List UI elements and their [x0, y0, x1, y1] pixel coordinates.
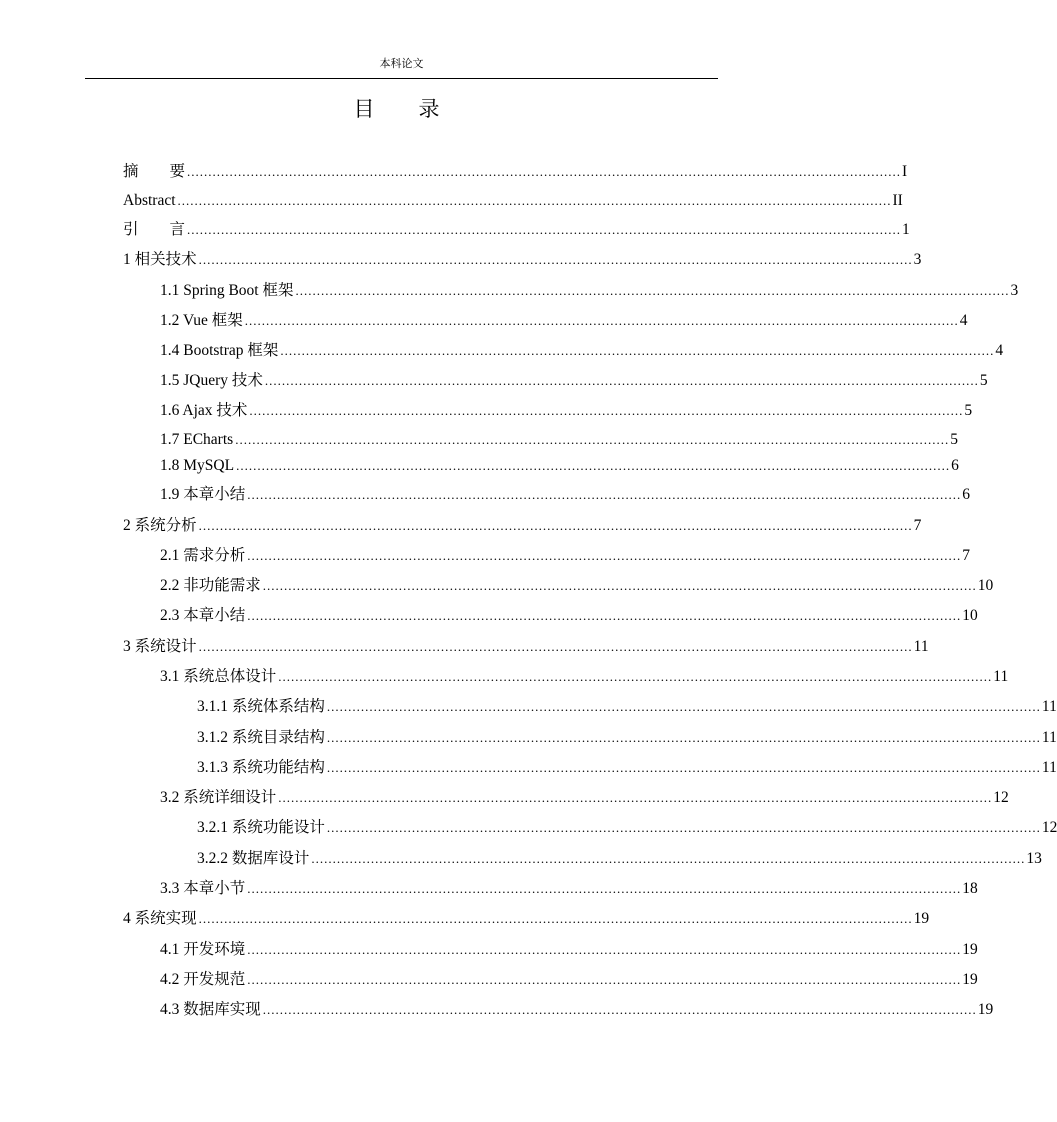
toc-entry-page: 10 [962, 607, 978, 624]
toc-entry[interactable] [123, 190, 903, 212]
toc-entry-page: 11 [913, 638, 929, 655]
toc-dot-leader: ........................................................................................................................................................................ [247, 487, 962, 502]
toc-dot-leader: ........................................................................................................................................................................ [280, 343, 995, 358]
toc-entry-label: 3.1 系统总体设计 [160, 668, 277, 685]
toc-entry[interactable] [197, 696, 1057, 718]
toc-entry[interactable] [160, 370, 988, 392]
toc-dot-leader: ........................................................................................................................................................................ [177, 193, 892, 208]
toc-dot-leader: ........................................................................................................................................................................ [236, 458, 951, 473]
toc-entry[interactable] [197, 817, 1057, 839]
toc-entry[interactable] [160, 999, 994, 1021]
toc-entry[interactable] [160, 455, 959, 477]
toc-entry[interactable] [123, 219, 910, 241]
toc-dot-leader: ........................................................................................................................................................................ [247, 548, 962, 563]
toc-dot-leader: ........................................................................................................................................................................ [326, 730, 1041, 745]
toc-entry-page: 3 [913, 251, 922, 268]
toc-entry-page: 3 [1010, 282, 1019, 299]
toc-entry[interactable] [160, 787, 1009, 809]
toc-entry-page: 5 [950, 431, 958, 448]
toc-entry[interactable] [160, 400, 973, 422]
toc-entry-label: 1.5 JQuery 技术 [160, 372, 263, 389]
toc-entry-label: 3.2 系统详细设计 [160, 789, 277, 806]
toc-entry[interactable] [160, 280, 1019, 302]
toc-entry[interactable] [160, 878, 978, 900]
toc-entry[interactable] [197, 757, 1057, 779]
toc-entry-label: 2.3 本章小结 [160, 607, 246, 624]
toc-dot-leader: ........................................................................................................................................................................ [278, 669, 993, 684]
toc-entry[interactable] [123, 161, 908, 183]
toc-entry-page: 13 [1026, 850, 1042, 867]
toc-entry-label: 摘 要 [123, 163, 186, 180]
toc-dot-leader: ........................................................................................................................................................................ [326, 820, 1041, 835]
toc-entry[interactable] [160, 575, 994, 597]
toc-entry-label: 2.1 需求分析 [160, 547, 246, 564]
toc-entry-label: 引 言 [123, 221, 186, 238]
toc-entry[interactable] [160, 310, 968, 332]
toc-entry-page: 1 [902, 221, 910, 238]
toc-dot-leader: ........................................................................................................................................................................ [262, 578, 977, 593]
toc-entry-label: 3 系统设计 [123, 638, 197, 655]
toc-entry-page: 5 [979, 372, 988, 389]
toc-dot-leader: ........................................................................................................................................................................ [247, 608, 962, 623]
toc-dot-leader: ........................................................................................................................................................................ [247, 972, 962, 987]
toc-dot-leader: ........................................................................................................................................................................ [187, 222, 902, 237]
toc-entry[interactable] [123, 249, 922, 271]
toc-entry-label: 1 相关技术 [123, 251, 197, 268]
toc-entry-page: 19 [913, 910, 930, 927]
toc-dot-leader: ........................................................................................................................................................................ [247, 881, 962, 896]
toc-entry[interactable] [123, 908, 930, 930]
toc-entry-label: Abstract [123, 192, 176, 209]
toc-entry[interactable] [160, 939, 978, 961]
toc-entry-page: 11 [1041, 759, 1057, 776]
toc-entry-label: 3.1.3 系统功能结构 [197, 759, 325, 776]
toc-entry[interactable] [160, 666, 1009, 688]
toc-dot-leader: ........................................................................................................................................................................ [295, 283, 1010, 298]
toc-entry[interactable] [160, 969, 978, 991]
toc-entry-label: 1.2 Vue 框架 [160, 312, 243, 329]
toc-entry-label: 2 系统分析 [123, 517, 197, 534]
toc-entry-page: 18 [962, 880, 978, 897]
page-header: 本科论文 [379, 58, 424, 70]
toc-entry[interactable] [197, 848, 1042, 870]
toc-entry-page: 11 [993, 668, 1009, 685]
toc-dot-leader: ........................................................................................................................................................................ [326, 699, 1041, 714]
toc-entry-page: 7 [913, 517, 922, 534]
toc-entry-label: 1.8 MySQL [160, 457, 235, 474]
toc-dot-leader: ........................................................................................................................................................................ [244, 313, 959, 328]
toc-dot-leader: ........................................................................................................................................................................ [247, 942, 962, 957]
toc-entry[interactable] [123, 515, 922, 537]
toc-title: 目录 [353, 97, 484, 121]
toc-entry-label: 4.1 开发环境 [160, 941, 246, 958]
toc-dot-leader: ........................................................................................................................................................................ [249, 403, 964, 418]
toc-entry-label: 1.4 Bootstrap 框架 [160, 342, 279, 359]
toc-dot-leader: ........................................................................................................................................................................ [262, 1002, 977, 1017]
toc-dot-leader: ........................................................................................................................................................................ [198, 252, 913, 267]
toc-entry-page: 4 [959, 312, 968, 329]
toc-entry-page: 11 [1041, 729, 1057, 746]
toc-dot-leader: ........................................................................................................................................................................ [235, 432, 950, 447]
toc-dot-leader: ........................................................................................................................................................................ [311, 851, 1026, 866]
toc-entry-label: 1.6 Ajax 技术 [160, 402, 248, 419]
toc-entry-label: 3.1.1 系统体系结构 [197, 698, 325, 715]
toc-entry-page: 19 [977, 1001, 994, 1018]
toc-entry[interactable] [123, 636, 929, 658]
toc-entry-label: 3.2.1 系统功能设计 [197, 819, 325, 836]
toc-dot-leader: ........................................................................................................................................................................ [326, 760, 1041, 775]
toc-dot-leader: ........................................................................................................................................................................ [264, 373, 979, 388]
toc-entry-label: 1.7 ECharts [160, 431, 234, 448]
toc-entry-label: 4.2 开发规范 [160, 971, 246, 988]
toc-entry-page: 12 [1041, 819, 1057, 836]
toc-dot-leader: ........................................................................................................................................................................ [198, 911, 913, 926]
toc-dot-leader: ........................................................................................................................................................................ [187, 164, 902, 179]
toc-entry-page: 12 [993, 789, 1009, 806]
toc-entry-page: 6 [962, 486, 971, 503]
toc-entry-page: 4 [995, 342, 1004, 359]
toc-entry[interactable] [197, 727, 1057, 749]
toc-entry[interactable] [160, 605, 978, 627]
toc-entry-label: 4.3 数据库实现 [160, 1001, 261, 1018]
toc-dot-leader: ........................................................................................................................................................................ [278, 790, 993, 805]
toc-entry-label: 3.3 本章小节 [160, 880, 246, 897]
toc-entry-page: 6 [951, 457, 959, 474]
toc-entry-page: 19 [962, 971, 978, 988]
toc-entry-page: 10 [977, 577, 994, 594]
toc-entry-label: 1.9 本章小结 [160, 486, 246, 503]
toc-entry[interactable] [160, 484, 971, 506]
toc-entry[interactable] [160, 545, 971, 567]
toc-entry-label: 2.2 非功能需求 [160, 577, 261, 594]
toc-entry-page: II [892, 192, 903, 209]
toc-entry-page: 19 [962, 941, 978, 958]
toc-dot-leader: ........................................................................................................................................................................ [198, 639, 913, 654]
toc-entry-page: 11 [1041, 698, 1057, 715]
toc-entry-page: 7 [962, 547, 971, 564]
toc-entry[interactable] [160, 340, 1004, 362]
toc-dot-leader: ........................................................................................................................................................................ [198, 518, 913, 533]
toc-entry-page: 5 [964, 402, 973, 419]
toc-entry-label: 4 系统实现 [123, 910, 197, 927]
toc-entry-label: 3.2.2 数据库设计 [197, 850, 310, 867]
toc-entry[interactable] [160, 429, 958, 451]
toc-entry-label: 3.1.2 系统目录结构 [197, 729, 325, 746]
toc-entry-page: I [902, 163, 908, 180]
toc-entry-label: 1.1 Spring Boot 框架 [160, 282, 294, 299]
